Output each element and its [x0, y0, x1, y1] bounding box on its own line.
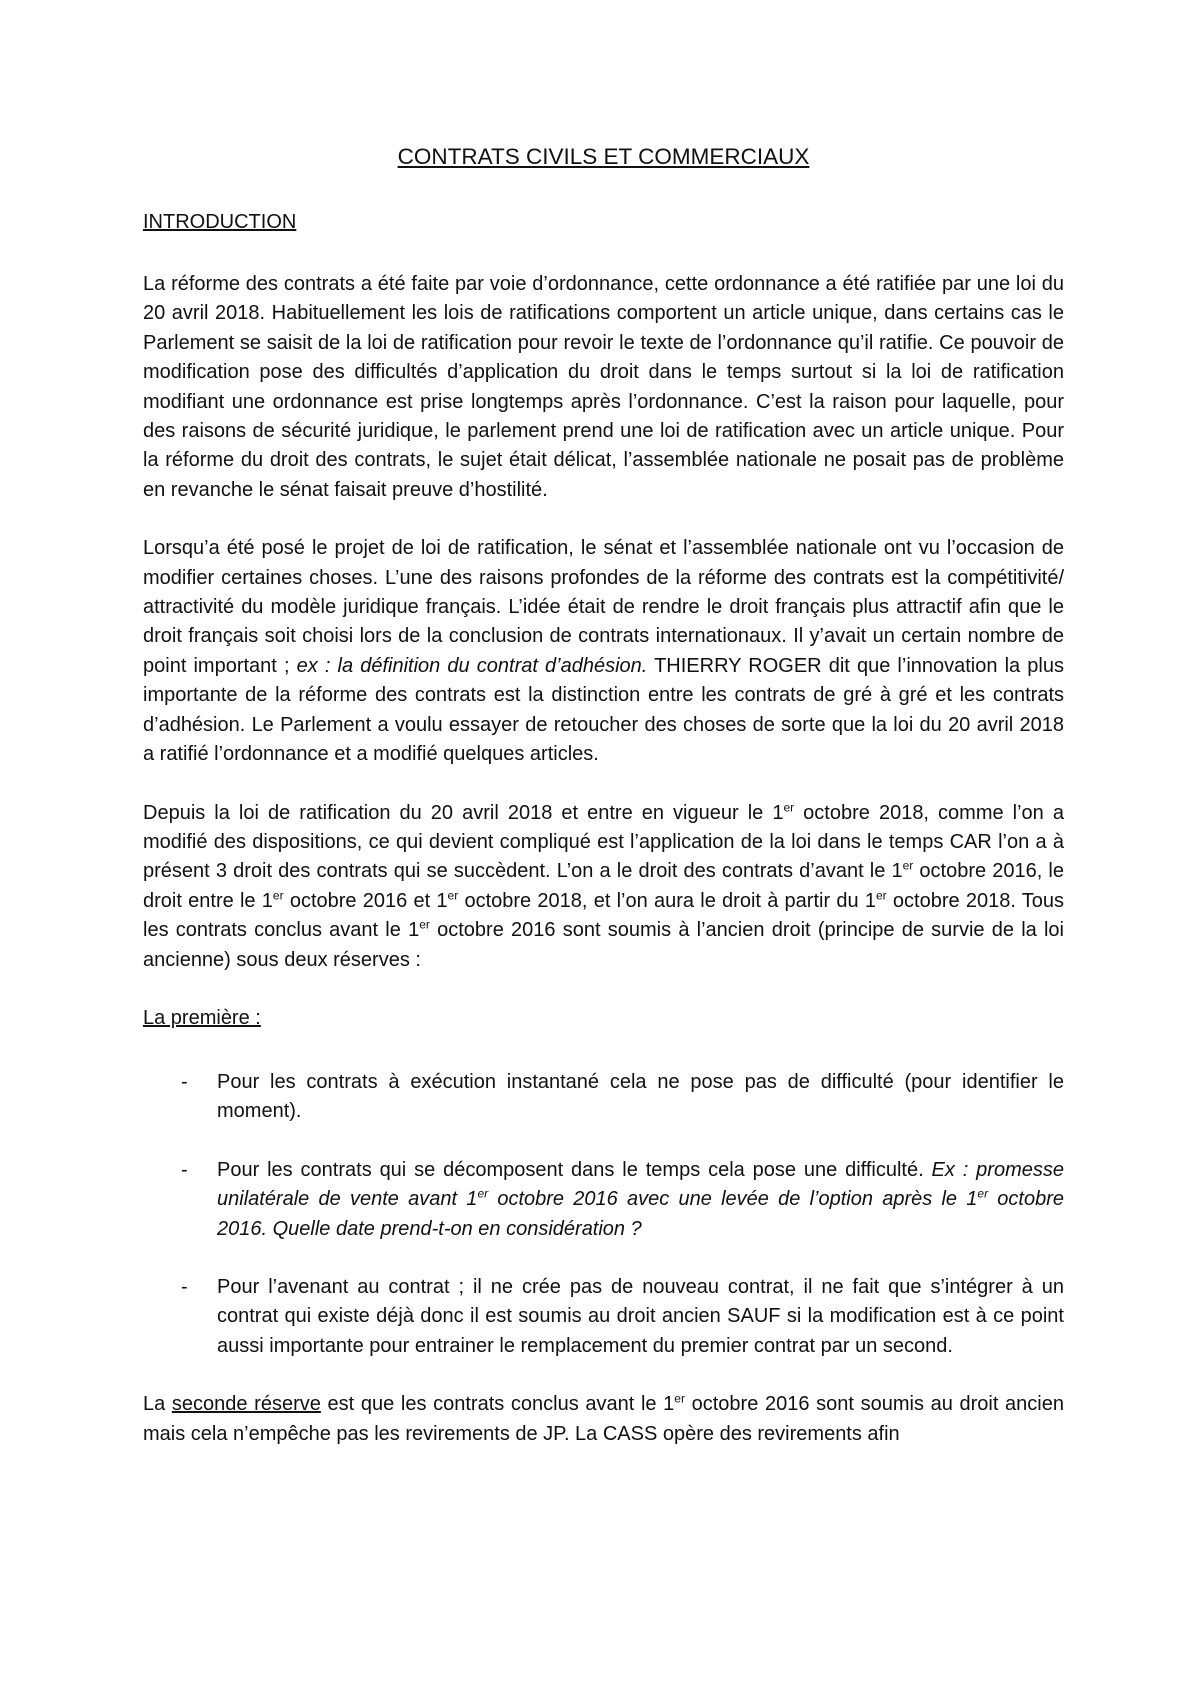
paragraph-3-seg-4: octobre 2016 et 1 [283, 889, 448, 912]
superscript-er: er [447, 888, 459, 903]
dash-marker: - [181, 1275, 188, 1298]
paragraph-2-text-a: Lorsqu’a été posé le projet de loi de ratification, le sénat et l’assemblée nationale ont vu l’occasion de modifier certaines choses. L’une des raisons profondes de la réforme des contrats est la compétitivité/ attractivité du modèle juridique français. L’idée était de rendre le droit français plus attractif afin que le droit français soit choisi lors de la conclusion de contrats internationaux. Il y’avait un certain nombre de point important ; [143, 537, 1064, 677]
paragraph-3-seg-7: octobre 2016 sont soumis à l’ancien droit (principe de survie de la loi ancienne) sous deux réserves : [143, 919, 1065, 971]
superscript-er: er [419, 917, 430, 932]
bullet-item-2-text-a: Pour les contrats qui se décomposent dans le temps cela pose une difficulté. [217, 1158, 932, 1181]
paragraph-4-text-c: est que les contrats conclus avant le 1 [320, 1393, 675, 1416]
paragraph-3 [143, 799, 1064, 975]
bullet-item-2-example-c: octobre 2016 avec une levée de l’option après le 1 [488, 1188, 978, 1211]
paragraph-3-seg-3: octobre 2016, le droit entre le 1 [143, 860, 1064, 912]
superscript-er: er [272, 888, 284, 903]
bullet-item-2-text [217, 1156, 1064, 1244]
sub-heading-premiere: La première : [143, 1006, 261, 1029]
bullet-item-2-example-b: Ex : promesse unilatérale de vente avant 1 [217, 1158, 1064, 1211]
paragraph-3-seg-1: Depuis la loi de ratification du 20 avril 2018 et entre en vigueur le 1 [143, 801, 784, 824]
bullet-item-3-text: Pour l’avenant au contrat ; il ne crée pas de nouveau contrat, il ne fait que s’intégrer à un contrat qui existe déjà donc il est soumis au droit ancien SAUF si la modification est à ce point aussi importante pour entrainer le remplacement du premier contrat par un second. [217, 1275, 1064, 1357]
paragraph-1: La réforme des contrats a été faite par voie d’ordonnance, cette ordonnance a été ratifiée par une loi du 20 avril 2018. Habituellement les lois de ratifications comportent un article unique, dans certains cas le Parlement se saisit de la loi de ratification pour revoir le texte de l’ordonnance qu’il ratifie. Ce pouvoir de modification pose des difficultés d’application du droit dans le temps surtout si la loi de ratification modifiant une ordonnance est prise longtemps après l’ordonnance. C’est la raison pour laquelle, pour des raisons de sécurité juridique, le parlement prend une loi de ratification avec un article unique. Pour la réforme du droit des contrats, le sujet était délicat, l’assemblée nationale ne posait pas de problème en revanche le sénat faisait preuve d’hostilité. [143, 273, 1064, 501]
paragraph-4 [143, 1390, 1064, 1449]
paragraph-2 [143, 534, 1064, 769]
paragraph-4-text-d: octobre 2016 sont soumis au droit ancien mais cela n’empêche pas les revirements de JP. La CASS opère des revirements afin [143, 1393, 1064, 1445]
superscript-er: er [477, 1186, 489, 1201]
section-heading-introduction: INTRODUCTION [143, 211, 297, 233]
bullet-item-2-example-d: octobre 2016. Quelle date prend-t-on en considération ? [217, 1188, 1065, 1240]
bullet-item-1-text: Pour les contrats à exécution instantané cela ne pose pas de difficulté (pour identifier le moment). [217, 1070, 1064, 1123]
dash-marker: - [181, 1158, 188, 1181]
paragraph-3-seg-6: octobre 2018. Tous les contrats conclus avant le 1 [143, 889, 1065, 942]
superscript-er: er [875, 888, 887, 903]
bullet-item-1 [143, 1068, 1064, 1127]
paragraph-3-seg-5: octobre 2018, et l’on aura le droit à partir du 1 [458, 889, 876, 912]
superscript-er: er [674, 1391, 685, 1406]
paragraph-3-seg-2: octobre 2018, comme l’on a modifié des dispositions, ce qui devient compliqué est l’application de la loi dans le temps CAR l’on a à présent 3 droit des contrats qui se succèdent. L’on a le droit des contrats d’avant le 1 [143, 801, 1064, 883]
bullet-item-2 [143, 1156, 1064, 1244]
dash-marker: - [181, 1070, 188, 1093]
paragraph-4-seconde-reserve: seconde réserve [171, 1393, 321, 1416]
superscript-er: er [783, 799, 795, 814]
paragraph-2-example: ex : la définition du contrat d’adhésion. [296, 654, 648, 677]
bullet-list [143, 1068, 1064, 1361]
paragraph-4-text-a: La [143, 1393, 172, 1416]
bullet-item-3 [143, 1273, 1064, 1361]
superscript-er: er [902, 858, 914, 873]
document-title: CONTRATS CIVILS ET COMMERCIAUX [397, 144, 810, 169]
paragraph-2-text-c: THIERRY ROGER dit que l’innovation la plus importante de la réforme des contrats est la distinction entre les contrats de gré à gré et les contrats d’adhésion. Le Parlement a voulu essayer de retoucher des choses de sorte que la loi du 20 avril 2018 a ratifié l’ordonnance et a modifié quelques articles. [143, 654, 1064, 766]
superscript-er: er [977, 1186, 989, 1201]
